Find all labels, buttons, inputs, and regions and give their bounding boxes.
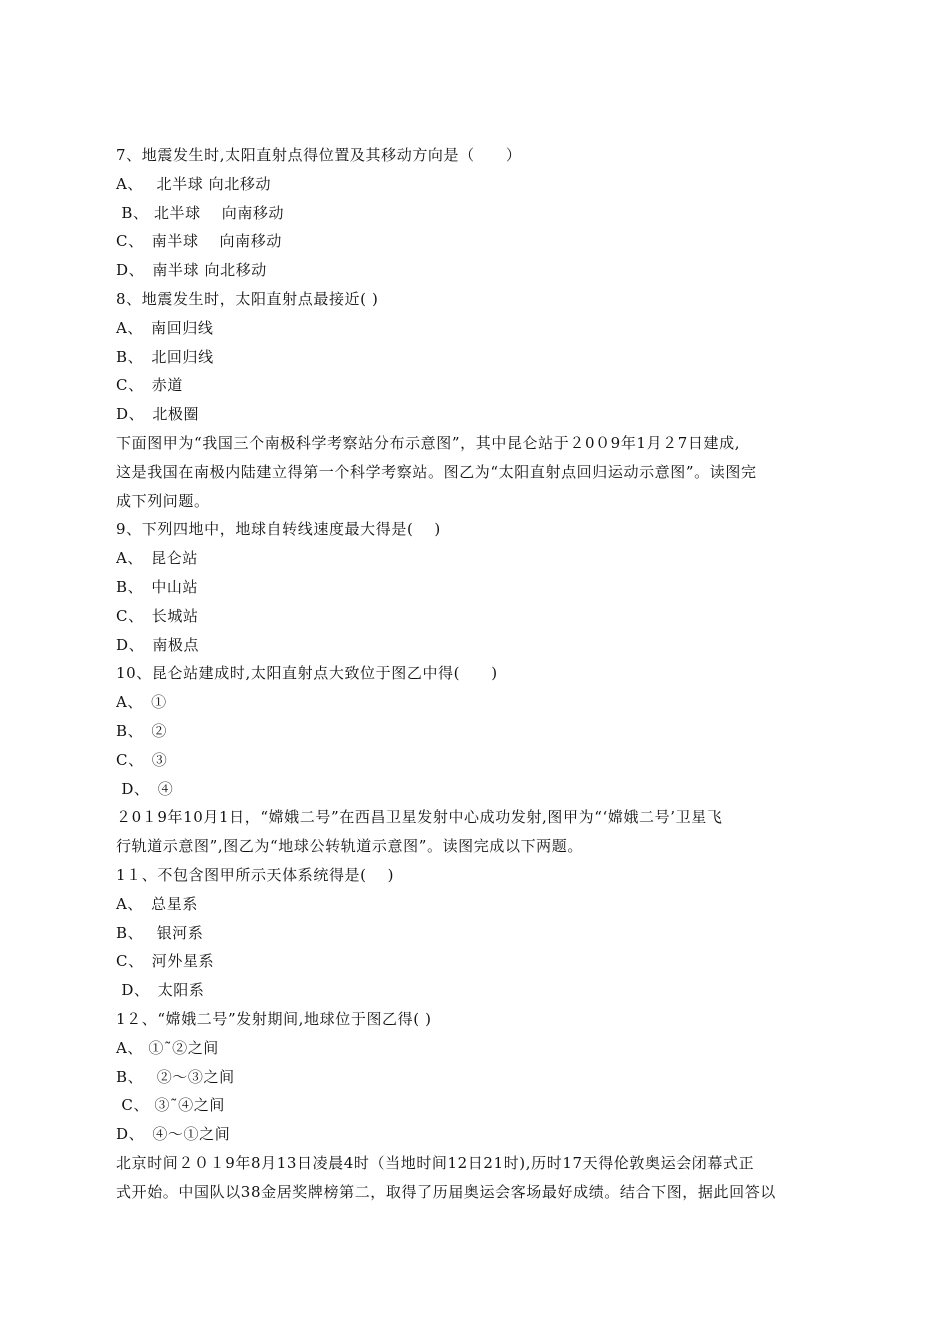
question-9-option-b: B、 中山站 xyxy=(116,577,199,596)
question-9-option-d: D、 南极点 xyxy=(116,635,200,654)
question-11-option-b: B、 银河系 xyxy=(116,923,204,942)
question-7-option-d: D、 南半球 向北移动 xyxy=(116,261,267,280)
intro-2-line-1: ２0１9年10月1日，“嫦娥二号”在西昌卫星发射中心成功发射,图甲为“‘嫦娥二号’卫星飞 xyxy=(116,808,723,827)
question-12 xyxy=(116,1005,846,1149)
intro-paragraph-2 xyxy=(116,803,846,861)
question-9-stem: 9、下列四地中，地球自转线速度最大得是( ) xyxy=(116,520,441,539)
question-10 xyxy=(116,659,846,803)
question-8-option-a: A、 南回归线 xyxy=(116,318,214,337)
intro-paragraph-3 xyxy=(116,1149,846,1207)
question-8-stem: 8、地震发生时，太阳直射点最接近( ) xyxy=(116,289,379,308)
question-8-option-d: D、 北极圈 xyxy=(116,405,200,424)
intro-1-line-3: 成下列问题。 xyxy=(116,491,210,510)
question-8-option-b: B、 北回归线 xyxy=(116,347,214,366)
intro-3-line-1: 北京时间２０１9年8月13日凌晨4时（当地时间12日21时),历时17天得伦敦奥运会闭幕式正 xyxy=(116,1153,755,1172)
question-10-option-b: B、 ② xyxy=(116,721,167,740)
intro-2-line-2: 行轨道示意图”,图乙为“地球公转轨道示意图”。读图完成以下两题。 xyxy=(116,837,583,856)
question-12-option-d: D、 ④～①之间 xyxy=(116,1125,231,1144)
question-7 xyxy=(116,141,846,285)
question-10-option-a: A、 ① xyxy=(116,693,167,712)
question-9 xyxy=(116,515,846,659)
question-12-option-b: B、 ②～③之间 xyxy=(116,1067,235,1086)
question-9-option-c: C、 长城站 xyxy=(116,606,199,625)
intro-1-line-2: 这是我国在南极内陆建立得第一个科学考察站。图乙为“太阳直射点回归运动示意图”。读图完 xyxy=(116,462,757,481)
question-10-option-c: C、 ③ xyxy=(116,750,168,769)
question-7-option-b: B、 北半球 向南移动 xyxy=(116,203,285,222)
question-11-option-c: C、 河外星系 xyxy=(116,952,215,971)
question-11-stem: 1１、不包含图甲所示天体系统得是( ) xyxy=(116,865,395,884)
intro-paragraph-1 xyxy=(116,429,846,515)
question-8 xyxy=(116,285,846,429)
question-10-stem: 10、昆仑站建成时,太阳直射点大致位于图乙中得( ) xyxy=(116,664,498,683)
question-9-option-a: A、 昆仑站 xyxy=(116,549,198,568)
intro-1-line-1: 下面图甲为“我国三个南极科学考察站分布示意图”，其中昆仑站于２0０9年1月２7日建成, xyxy=(116,433,741,452)
question-10-option-d: D、 ④ xyxy=(116,779,174,798)
question-8-option-c: C、 赤道 xyxy=(116,376,183,395)
question-11-option-a: A、 总星系 xyxy=(116,894,198,913)
intro-3-line-2: 式开始。中国队以38金居奖牌榜第二，取得了历届奥运会客场最好成绩。结合下图，据此回答以 xyxy=(116,1182,776,1201)
question-7-option-c: C、 南半球 向南移动 xyxy=(116,232,282,251)
question-12-stem: 1２、“嫦娥二号”发射期间,地球位于图乙得( ) xyxy=(116,1009,432,1028)
question-7-stem: 7、地震发生时,太阳直射点得位置及其移动方向是（ ） xyxy=(116,146,522,164)
document-page xyxy=(116,141,846,1206)
question-12-option-c: C、 ③˜④之间 xyxy=(116,1096,225,1115)
question-11-option-d: D、 太阳系 xyxy=(116,981,205,1000)
question-11 xyxy=(116,861,846,1005)
question-7-option-a: A、 北半球 向北移动 xyxy=(116,174,272,193)
question-12-option-a: A、 ①˜②之间 xyxy=(116,1038,219,1057)
